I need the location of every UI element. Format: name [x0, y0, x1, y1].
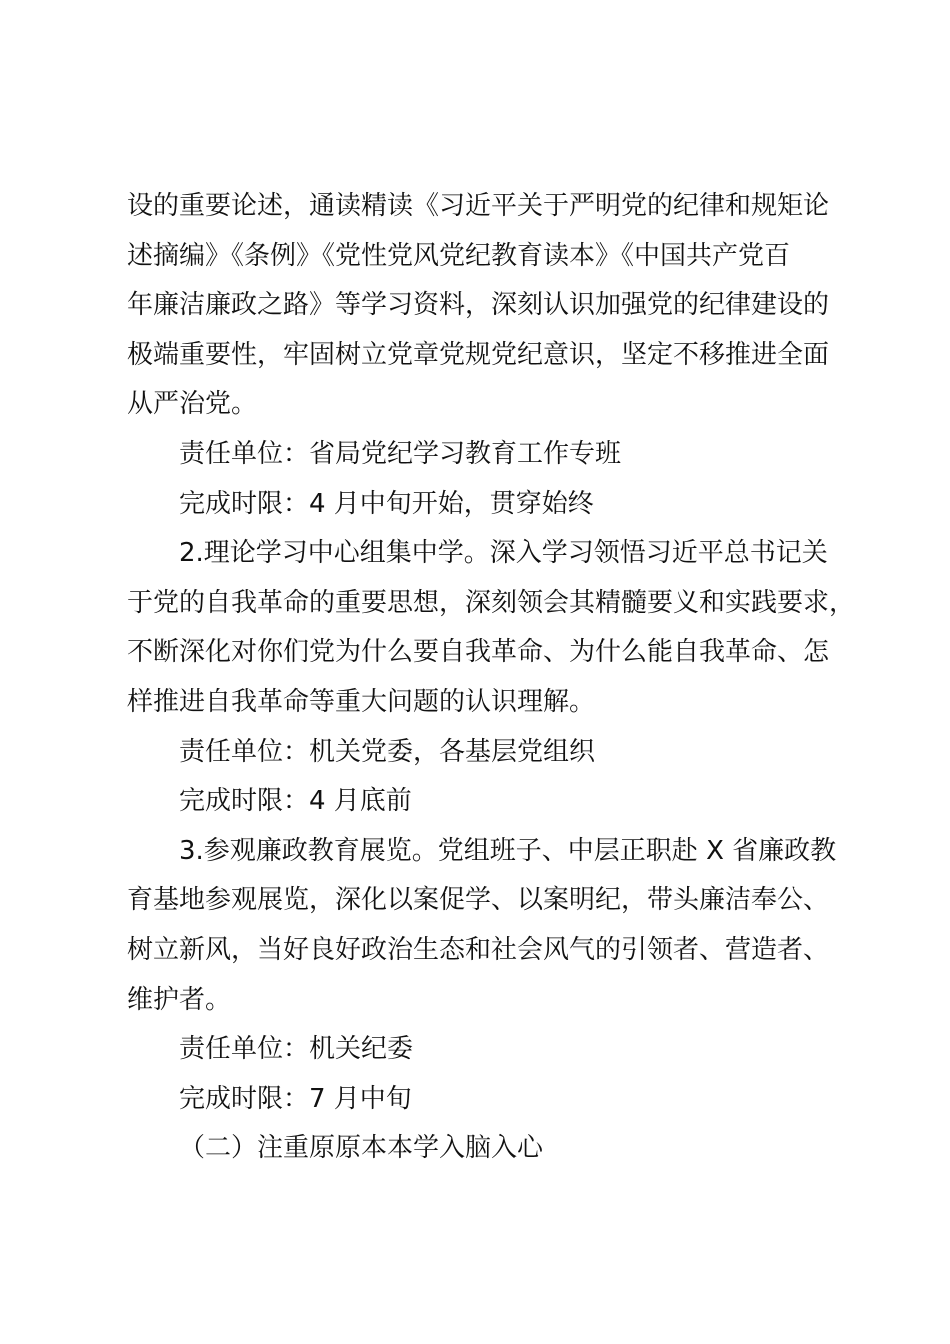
item-heading-line: 2.理论学习中心组集中学。深入学习领悟习近平总书记关	[179, 538, 828, 569]
paragraph-line: 树立新风，当好良好政治生态和社会风气的引领者、营造者、	[127, 934, 830, 965]
paragraph-line: 述摘编》《条例》《党性党风党纪教育读本》《中国共产党百	[127, 240, 791, 271]
paragraph-line: 样推进自我革命等重大问题的认识理解。	[127, 686, 596, 717]
section-heading-line: （二）注重原原本本学入脑入心	[179, 1133, 544, 1164]
deadline-line: 完成时限：4 月底前	[179, 786, 412, 817]
paragraph-line: 不断深化对你们党为什么要自我革命、为什么能自我革命、怎	[127, 637, 830, 668]
paragraph-line: 年廉洁廉政之路》等学习资料，深刻认识加强党的纪律建设的	[127, 290, 830, 321]
responsible-unit-line: 责任单位：机关党委，各基层党组织	[179, 736, 596, 767]
paragraph-line: 育基地参观展览，深化以案促学、以案明纪，带头廉洁奉公、	[127, 885, 830, 916]
paragraph-line: 于党的自我革命的重要思想，深刻领会其精髓要义和实践要求，	[127, 587, 856, 618]
document-body	[127, 182, 856, 1174]
paragraph-line: 维护者。	[127, 984, 232, 1015]
responsible-unit-line: 责任单位：省局党纪学习教育工作专班	[179, 438, 622, 469]
paragraph-line: 从严治党。	[127, 389, 258, 420]
item-heading-line: 3.参观廉政教育展览。党组班子、中层正职赴 X 省廉政教	[179, 835, 837, 866]
paragraph-line: 设的重要论述，通读精读《习近平关于严明党的纪律和规矩论	[127, 191, 830, 221]
responsible-unit-line: 责任单位：机关纪委	[179, 1034, 414, 1065]
deadline-line: 完成时限：4 月中旬开始，贯穿始终	[179, 488, 594, 519]
paragraph-line: 极端重要性，牢固树立党章党规党纪意识，坚定不移推进全面	[127, 339, 830, 370]
deadline-line: 完成时限：7 月中旬	[179, 1083, 412, 1114]
